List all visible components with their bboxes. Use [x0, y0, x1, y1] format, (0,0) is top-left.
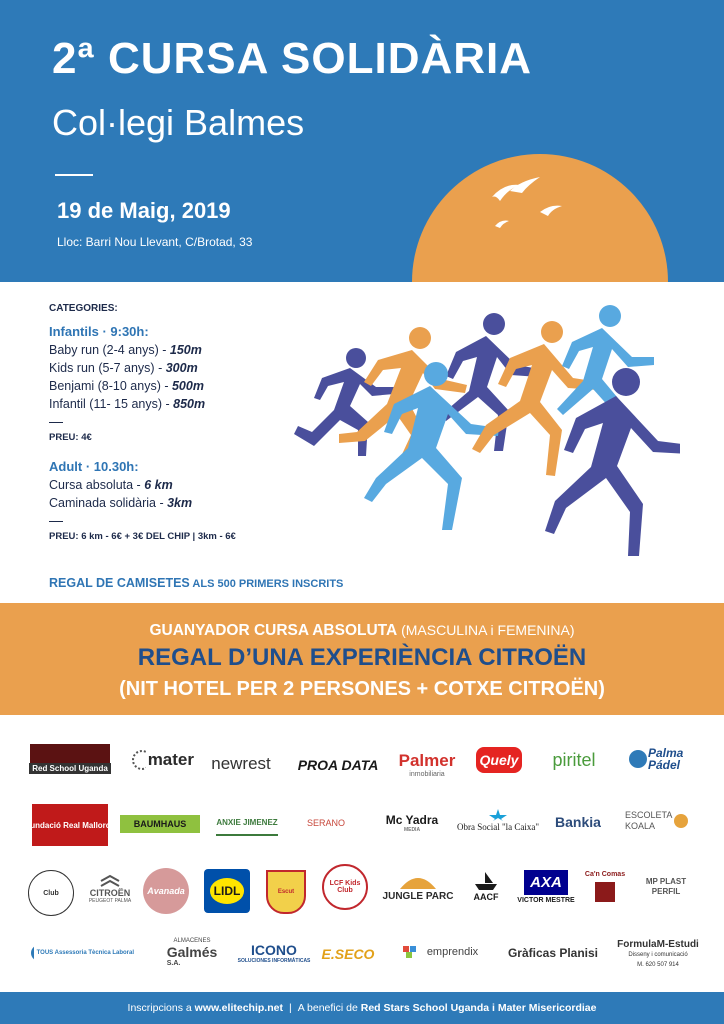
sponsor-logo: Mc Yadra MEDIA — [385, 813, 439, 833]
adult-category: Cursa absoluta - 6 km — [49, 478, 173, 492]
prize-banner — [0, 603, 724, 715]
sponsor-logo: ANXIE JIMENEZ — [216, 810, 278, 836]
citroen-chevron-icon — [99, 874, 121, 888]
tennis-ball-icon — [628, 749, 648, 769]
header-banner — [0, 0, 724, 282]
kids-category: Baby run (2-4 anys) - 150m — [49, 343, 202, 357]
star-icon — [487, 808, 509, 822]
sponsor-logo: ESCOLETA KOALA — [622, 806, 692, 836]
mater-icon — [132, 750, 146, 770]
sponsor-logo: TOUS Assessoria Tècnica Laboral — [30, 942, 134, 964]
sponsor-logo: Ca'n Comas — [582, 864, 628, 910]
kids-price: PREU: 4€ — [49, 432, 92, 443]
adult-price: PREU: 6 km - 6€ + 3€ DEL CHIP | 3km - 6€ — [49, 531, 236, 542]
sponsor-logo: ALMACENES Galmés S.A. — [166, 937, 218, 967]
sponsor-logo: emprendix — [394, 942, 486, 962]
sponsor-logo: Fundació Real Mallorca — [32, 804, 108, 846]
sponsor-logo: PROA DATA — [297, 757, 379, 773]
sponsor-logo: Club — [28, 870, 74, 916]
sponsor-logo: LCF Kids Club — [322, 864, 368, 910]
kids-category: Infantil (11- 15 anys) - 850m — [49, 397, 206, 411]
cubes-icon — [402, 944, 424, 960]
sponsor-logo: Gràficas Planisi — [507, 946, 599, 960]
event-date: 19 de Maig, 2019 — [57, 198, 231, 223]
sponsor-logo: Escut — [266, 870, 306, 914]
sponsor-logo: FormulaM-Estudi Disseny i comunicació M. 620 507 914 — [617, 939, 699, 968]
tous-icon — [30, 944, 34, 962]
event-subtitle: Col·legi Balmes — [52, 102, 305, 143]
divider — [55, 174, 93, 176]
sponsor-logo: MP PLAST PERFIL — [645, 877, 687, 896]
footer-bar: Inscripcions a www.elitechip.net | A benefici de Red Stars School Uganda i Mater Misericordiae — [0, 992, 724, 1024]
kids-category: Benjami (8-10 anys) - 500m — [49, 379, 204, 393]
koala-icon — [673, 812, 689, 830]
sponsor-logo: E.SECO — [321, 946, 375, 962]
registration-link[interactable]: www.elitechip.net — [194, 1002, 283, 1014]
kids-category: Kids run (5-7 anys) - 300m — [49, 361, 198, 375]
building-icon — [592, 878, 618, 904]
beneficiary: Red Stars School Uganda i Mater Misericordiae — [360, 1002, 597, 1014]
divider — [49, 521, 63, 522]
prize-headline: REGAL D’UNA EXPERIÈNCIA CITROËN — [137, 644, 587, 671]
sponsor-logo: Avanada — [143, 868, 189, 914]
event-venue: Lloc: Barri Nou Llevant, C/Brotad, 33 — [57, 235, 253, 249]
sponsor-logo: LIDL — [204, 869, 250, 913]
sponsor-logo: AXA VICTOR MESTRE — [524, 864, 568, 910]
prize-title: GUANYADOR CURSA ABSOLUTA (MASCULINA i FEMENINA) — [149, 622, 575, 639]
sponsor-logo: Quely — [476, 747, 522, 773]
sponsor-logo: SERANO — [306, 818, 345, 828]
prize-details: (NIT HOTEL PER 2 PERSONES + COTXE CITROËN) — [119, 678, 605, 700]
sponsor-logo: AACF — [466, 866, 506, 906]
tshirt-gift: REGAL DE CAMISETES ALS 500 PRIMERS INSCRITS — [49, 576, 344, 590]
adult-category: Caminada solidària - 3km — [49, 496, 193, 510]
ship-icon — [471, 870, 501, 892]
event-title: 2ª CURSA SOLIDÀRIA — [52, 34, 533, 83]
sponsor-logo: Red School Uganda — [30, 744, 110, 774]
sponsor-logo: piritel — [552, 749, 596, 770]
sponsor-logo: JUNGLE PARC — [386, 866, 450, 908]
sponsor-logo: Palma Pádel — [626, 744, 692, 774]
kids-heading: Infantils · 9:30h: — [49, 324, 149, 339]
sponsor-logo: Obra Social "la Caixa" — [462, 804, 534, 836]
sponsor-logo: BAUMHAUS — [120, 815, 200, 833]
jungle-icon — [398, 873, 438, 891]
sponsor-logo: CITROËN PEUGEOT PALMA — [86, 868, 134, 910]
runners-illustration — [280, 296, 680, 596]
sponsor-logo: ICONO SOLUCIONES INFORMÁTICAS — [237, 942, 311, 964]
categories-label: CATEGORIES: — [49, 303, 118, 314]
adult-heading: Adult · 10.30h: — [49, 459, 139, 474]
sponsor-logo: Palmer inmobiliaria — [398, 750, 456, 778]
sun-icon — [412, 154, 668, 282]
divider — [49, 422, 63, 423]
sponsor-logo: newrest — [211, 754, 271, 773]
sponsor-logo: mater — [132, 740, 194, 780]
sponsor-logo: Bankia — [555, 814, 601, 830]
